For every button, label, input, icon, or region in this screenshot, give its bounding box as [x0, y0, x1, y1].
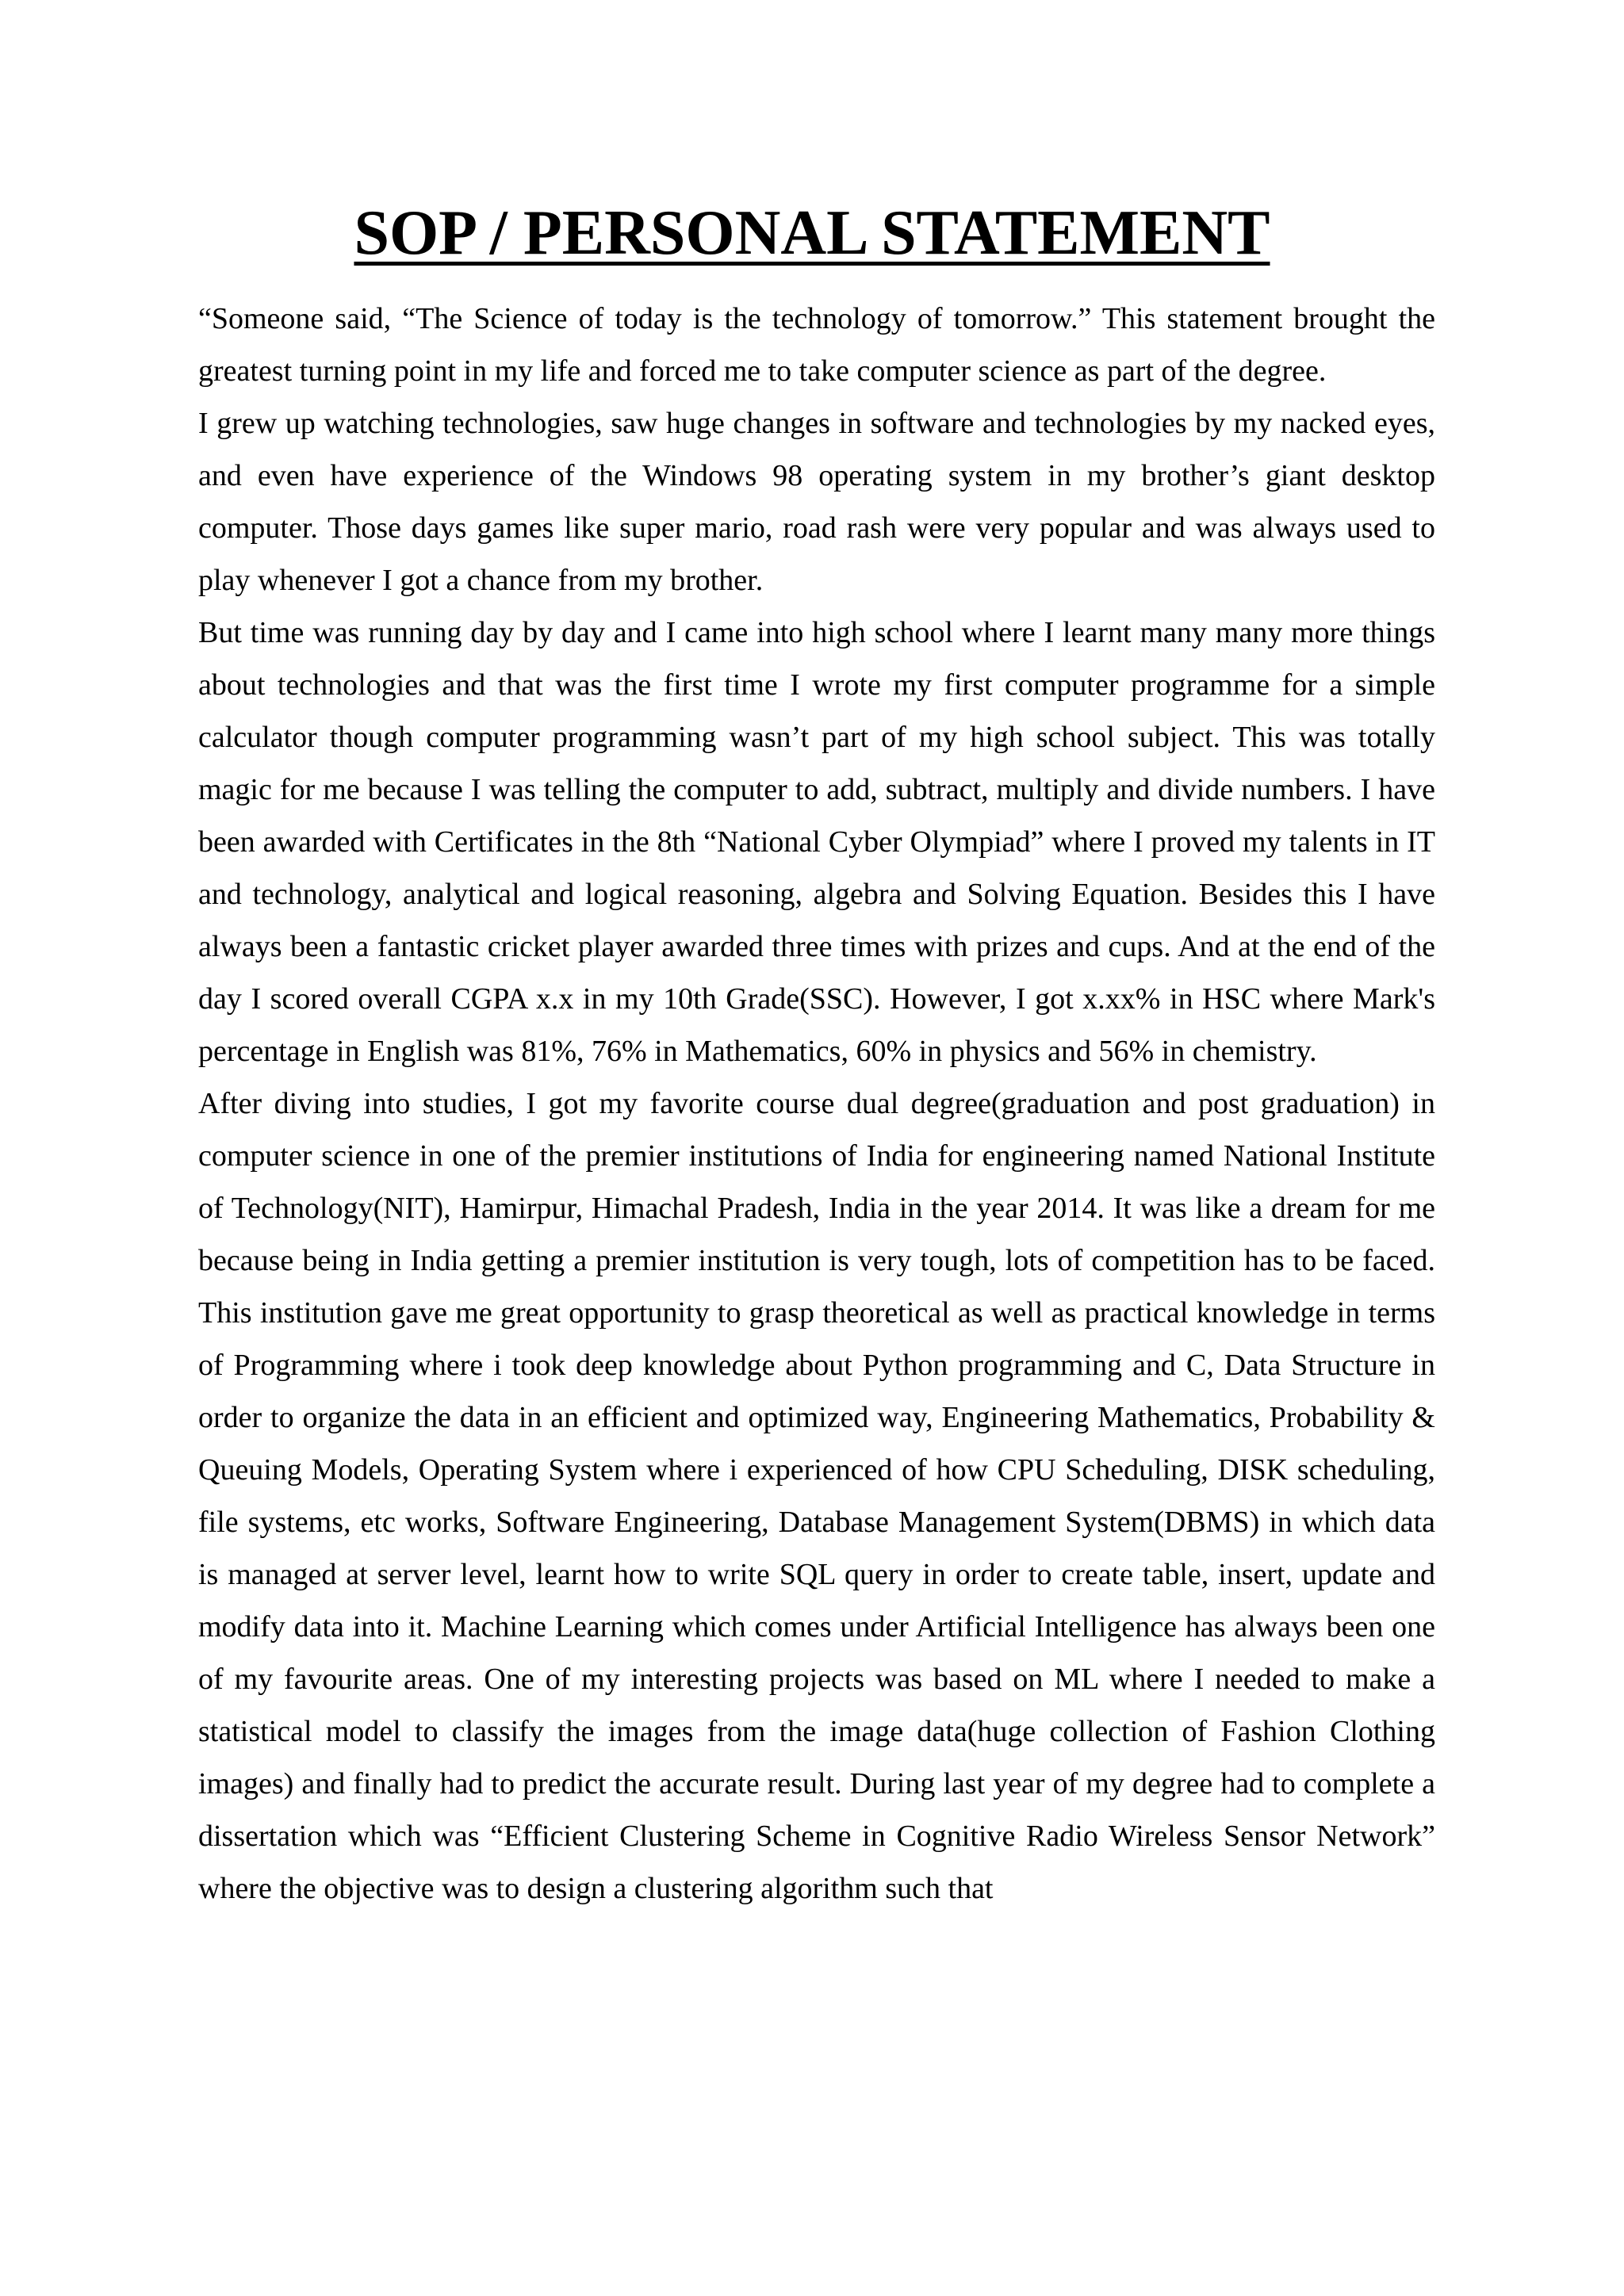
paragraph-intro: “Someone said, “The Science of today is the technology of tomorrow.” This statement brought the greatest turning point in my life and forced me to take computer science as part of the degree. — [198, 302, 1435, 388]
page-title-text: SOP / PERSONAL STATEMENT — [354, 198, 1270, 268]
paragraph-high-school: But time was running day by day and I came into high school where I learnt many many more things about technologies and that was the first time I wrote my first computer programme for a simple calculator though computer programming wasn’t part of my high school subject. This was totally magic for me because I was telling the computer to add, subtract, multiply and divide numbers. I have been awarded with Certificates in the 8th “National Cyber Olympiad” where I proved my talents in IT and technology, analytical and logical reasoning, algebra and Solving Equation. Besides this I have always been a fantastic cricket player awarded three times with prizes and cups. And at the end of the day I scored overall CGPA x.x in my 10th Grade(SSC). However, I got x.xx% in HSC where Mark's percentage in English was 81%, 76% in Mathematics, 60% in physics and 56% in chemistry. — [198, 616, 1435, 1068]
paragraph-university: After diving into studies, I got my favorite course dual degree(graduation and post graduation) in computer science in one of the premier institutions of India for engineering named National Institute of Technology(NIT), Hamirpur, Himachal Pradesh, India in the year 2014. It was like a dream for me because being in India getting a premier institution is very tough, lots of competition has to be faced. This institution gave me great opportunity to grasp theoretical as well as practical knowledge in terms of Programming where i took deep knowledge about Python programming and C, Data Structure in order to organize the data in an efficient and optimized way, Engineering Mathematics, Probability & Queuing Models, Operating System where i experienced of how CPU Scheduling, DISK scheduling, file systems, etc works, Software Engineering, Database Management System(DBMS) in which data is managed at server level, learnt how to write SQL query in order to create table, insert, update and modify data into it. Machine Learning which comes under Artificial Intelligence has always been one of my favourite areas. One of my interesting projects was based on ML where I needed to make a statistical model to classify the images from the image data(huge collection of Fashion Clothing images) and finally had to predict the accurate result. During last year of my degree had to complete a dissertation which was “Efficient Clustering Scheme in Cognitive Radio Wireless Sensor Network” where the objective was to design a clustering algorithm such that — [198, 1087, 1435, 1905]
page-title — [0, 193, 1624, 273]
paragraph-childhood: I grew up watching technologies, saw huge changes in software and technologies by my nacked eyes, and even have experience of the Windows 98 operating system in my brother’s giant desktop computer. Those days games like super mario, road rash were very popular and was always used to play whenever I got a chance from my brother. — [198, 407, 1435, 597]
statement-body — [198, 293, 1435, 1915]
